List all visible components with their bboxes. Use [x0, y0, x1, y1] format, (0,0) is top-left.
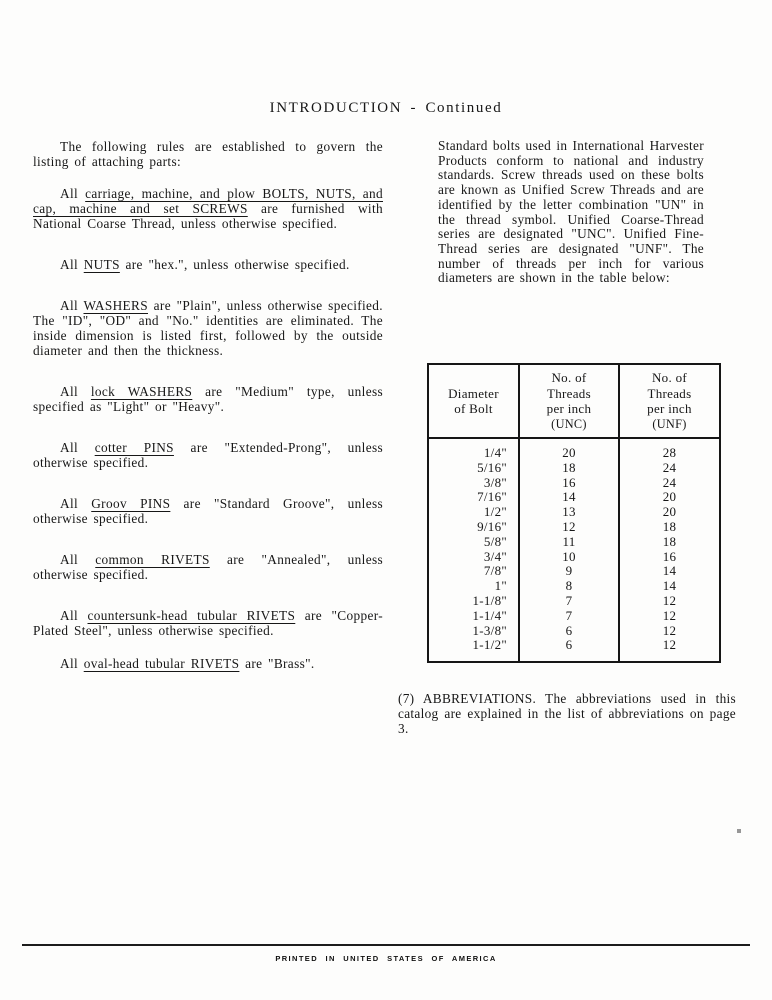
- underlined-phrase: cotter PINS: [94, 440, 174, 455]
- threads-per-inch-cell: 6: [519, 624, 619, 639]
- rule-paragraph: [33, 656, 383, 671]
- rule-paragraph: [33, 186, 383, 231]
- table-column-header: [519, 364, 619, 438]
- header-line: Threads: [647, 385, 692, 401]
- threads-per-inch-cell: 18: [519, 461, 619, 476]
- table-row: [428, 438, 720, 461]
- threads-per-inch-cell: 20: [619, 490, 720, 505]
- threads-per-inch-cell: 28: [619, 438, 720, 461]
- diameter-cell: 1-3/8": [428, 624, 519, 639]
- paragraph-text: are "Brass".: [239, 656, 315, 671]
- threads-per-inch-cell: 11: [519, 535, 619, 550]
- threads-per-inch-cell: 14: [619, 579, 720, 594]
- paragraph-text: All: [60, 496, 92, 511]
- rule-paragraph: [33, 496, 383, 526]
- table-row: [428, 594, 720, 609]
- threads-per-inch-cell: 20: [519, 438, 619, 461]
- left-column: [33, 139, 383, 697]
- header-line: Threads: [547, 385, 591, 401]
- diameter-cell: 7/16": [428, 490, 519, 505]
- paragraph-text: All: [60, 656, 84, 671]
- table-header-row: [428, 364, 720, 438]
- paragraph-text: All: [60, 384, 91, 399]
- threads-per-inch-cell: 18: [619, 535, 720, 550]
- paragraph-text: All: [60, 552, 96, 567]
- diameter-cell: 9/16": [428, 520, 519, 535]
- underlined-phrase: NUTS: [83, 257, 120, 272]
- paragraph-text: are "Copper-Plated Steel", unless otherwise specified.: [33, 608, 383, 638]
- table-column-header: [619, 364, 720, 438]
- threads-per-inch-cell: 16: [619, 550, 720, 565]
- rule-paragraph: [33, 440, 383, 470]
- underlined-phrase: oval-head tubular RIVETS: [83, 656, 240, 671]
- rule-paragraph: [33, 608, 383, 638]
- rule-paragraph: [33, 552, 383, 582]
- thread-table-header: [428, 364, 720, 438]
- diameter-cell: 3/4": [428, 550, 519, 565]
- paragraph-text: All: [60, 186, 86, 201]
- threads-per-inch-cell: 24: [619, 476, 720, 491]
- paragraph-text: are "Medium" type, unless specified as "Light" or "Heavy".: [33, 384, 383, 414]
- diameter-cell: 1": [428, 579, 519, 594]
- paragraph-text: All: [60, 440, 95, 455]
- table-row: [428, 461, 720, 476]
- threads-per-inch-cell: 12: [619, 638, 720, 662]
- rule-paragraph: [33, 298, 383, 358]
- table-row: [428, 564, 720, 579]
- abbreviations-note: (7) ABBREVIATIONS. The abbreviations used in this catalog are explained in the list of abbreviations on page 3.: [398, 691, 736, 736]
- threads-per-inch-cell: 12: [619, 609, 720, 624]
- rule-paragraph: [33, 384, 383, 414]
- paragraph-text: are "hex.", unless otherwise specified.: [119, 257, 350, 272]
- underlined-phrase: common RIVETS: [95, 552, 210, 567]
- header-line: (UNC): [551, 416, 587, 431]
- header-line: per inch: [647, 401, 692, 416]
- table-row: [428, 476, 720, 491]
- diameter-cell: 1-1/8": [428, 594, 519, 609]
- page-title: INTRODUCTION - Continued: [269, 100, 503, 116]
- diameter-cell: 1-1/4": [428, 609, 519, 624]
- diameter-cell: 5/16": [428, 461, 519, 476]
- threads-per-inch-cell: 20: [619, 505, 720, 520]
- threads-per-inch-cell: 6: [519, 638, 619, 662]
- diameter-cell: 3/8": [428, 476, 519, 491]
- threads-per-inch-cell: 7: [519, 594, 619, 609]
- paragraph-text: All: [60, 298, 84, 313]
- threads-per-inch-cell: 12: [519, 520, 619, 535]
- paragraph-text: All: [60, 257, 84, 272]
- threads-per-inch-cell: 8: [519, 579, 619, 594]
- scan-artifact-speck: [737, 829, 741, 833]
- table-row: [428, 609, 720, 624]
- table-row: [428, 550, 720, 565]
- thread-table: [427, 363, 721, 663]
- threads-per-inch-cell: 24: [619, 461, 720, 476]
- threads-per-inch-cell: 13: [519, 505, 619, 520]
- paragraph-text: are "Extended-Prong", unless otherwise specified.: [33, 440, 384, 470]
- table-row: [428, 535, 720, 550]
- paragraph-text: The following rules are established to govern the listing of attaching parts:: [33, 139, 383, 169]
- header-line: (UNF): [652, 416, 687, 431]
- diameter-cell: 1/2": [428, 505, 519, 520]
- threads-per-inch-cell: 14: [519, 490, 619, 505]
- paragraph-text: are "Plain", unless otherwise specified. The "ID", "OD" and "No." identities are eliminated. The inside dimension is listed first, followed by the outside diameter and then the thickness.: [33, 298, 383, 358]
- header-line: No. of: [651, 370, 688, 385]
- diameter-cell: 7/8": [428, 564, 519, 579]
- underlined-phrase: countersunk-head tubular RIVETS: [87, 608, 296, 623]
- table-row: [428, 505, 720, 520]
- threads-per-inch-cell: 7: [519, 609, 619, 624]
- paragraph-text: are "Annealed", unless otherwise specified.: [33, 552, 384, 582]
- underlined-phrase: Groov PINS: [91, 496, 171, 511]
- rule-paragraph: [33, 257, 383, 272]
- paragraph-text: are "Standard Groove", unless otherwise specified.: [33, 496, 384, 526]
- threads-per-inch-cell: 12: [619, 624, 720, 639]
- table-row: [428, 638, 720, 662]
- table-column-header: [428, 364, 519, 438]
- paragraph-text: are furnished with National Coarse Thread, unless otherwise specified.: [33, 201, 383, 231]
- rule-paragraph: [33, 139, 383, 169]
- threads-per-inch-cell: 16: [519, 476, 619, 491]
- threads-per-inch-cell: 14: [619, 564, 720, 579]
- threads-per-inch-cell: 10: [519, 550, 619, 565]
- paragraph-text: All: [60, 608, 88, 623]
- diameter-cell: 1-1/2": [428, 638, 519, 662]
- table-row: [428, 624, 720, 639]
- footer-rule: [22, 944, 750, 946]
- threads-per-inch-cell: 9: [519, 564, 619, 579]
- table-row: [428, 520, 720, 535]
- header-line: No. of: [551, 370, 587, 385]
- header-line: of Bolt: [454, 401, 493, 416]
- table-row: [428, 490, 720, 505]
- diameter-cell: 5/8": [428, 535, 519, 550]
- threads-per-inch-cell: 18: [619, 520, 720, 535]
- table-row: [428, 579, 720, 594]
- header-line: per inch: [546, 401, 592, 416]
- printed-in-usa-note: PRINTED IN UNITED STATES OF AMERICA: [275, 954, 497, 963]
- thread-table-body: [428, 438, 720, 662]
- threads-per-inch-cell: 12: [619, 594, 720, 609]
- header-line: Diameter: [448, 385, 499, 401]
- right-column-intro-paragraph: Standard bolts used in International Harvester Products conform to national and industry standards. Screw threads used on these bolts are known as Unified Screw Threads and are identified by the letter combination "UN" in the thread symbol. Unified Coarse-Thread series are designated "UNC". Unified Fine-Thread series are designated "UNF". The number of threads per inch for various diameters are shown in the table below:: [438, 138, 704, 286]
- underlined-phrase: WASHERS: [83, 298, 148, 313]
- underlined-phrase: lock WASHERS: [90, 384, 193, 399]
- diameter-cell: 1/4": [428, 438, 519, 461]
- underlined-phrase: carriage, machine, and plow BOLTS, NUTS, and cap, machine and set SCREWS: [33, 186, 383, 216]
